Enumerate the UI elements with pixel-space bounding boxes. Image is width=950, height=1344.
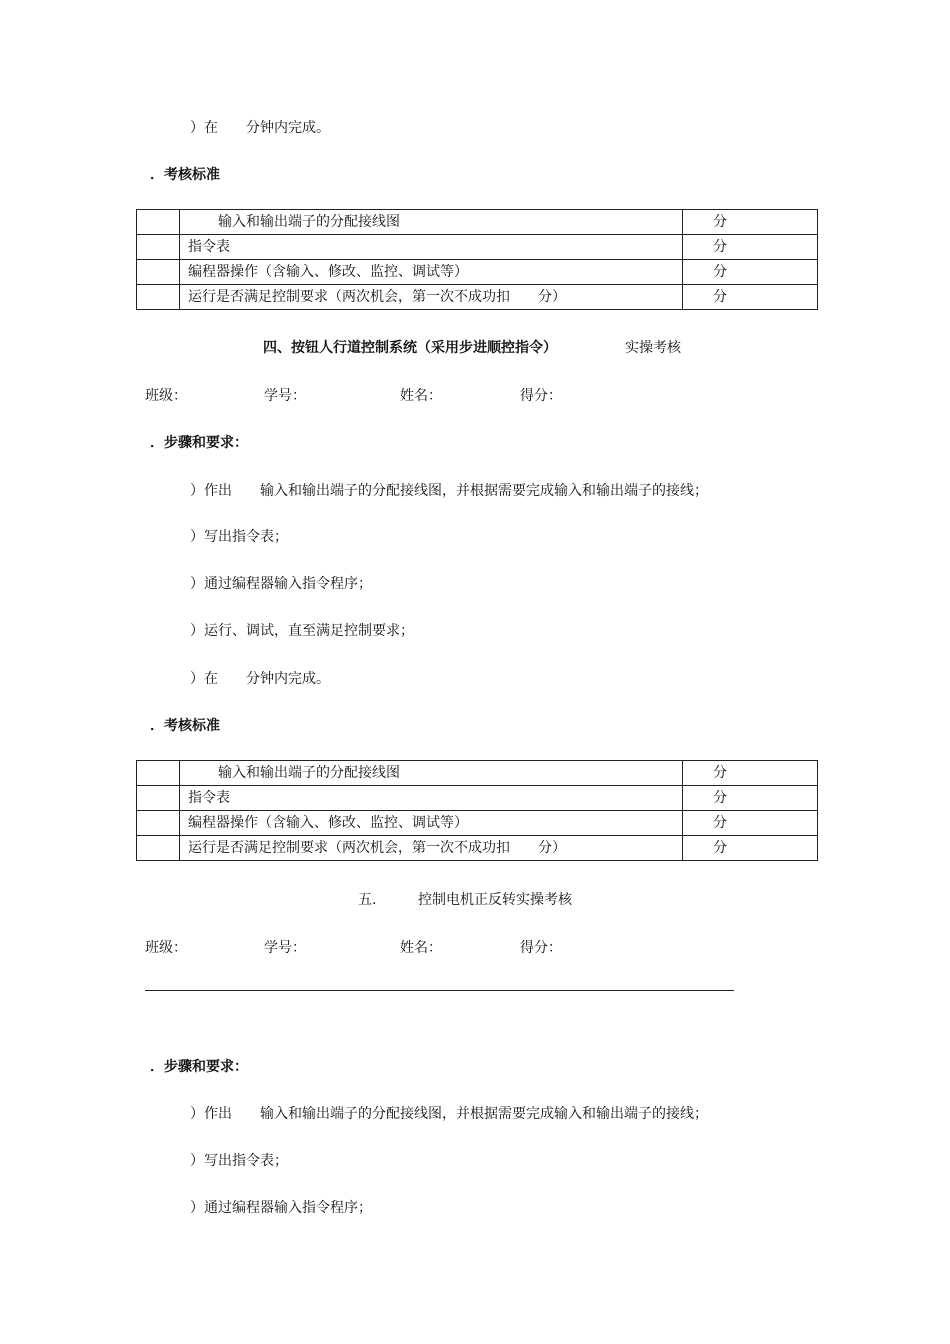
- criteria-item: 运行是否满足控制要求（两次机会，第一次不成功扣 分）: [180, 836, 683, 861]
- student-id-label: 学号：: [264, 388, 306, 404]
- section-title: 四、按钮人行道控制系统（采用步进顺控指令）: [263, 340, 557, 356]
- steps-heading: ．步骤和要求：: [150, 1059, 248, 1075]
- student-id-label: 学号：: [264, 940, 306, 956]
- step-item: ）作出 输入和输出端子的分配接线图，并根据需要完成输入和输出端子的接线；: [190, 1106, 708, 1122]
- step-item: ）作出 输入和输出端子的分配接线图，并根据需要完成输入和输出端子的接线；: [190, 483, 708, 499]
- score-label: 得分：: [520, 940, 562, 956]
- table-row: [137, 285, 818, 310]
- step-item: ）通过编程器输入指令程序；: [190, 576, 372, 592]
- criteria-score: 分: [683, 786, 818, 811]
- table-row: [137, 761, 818, 786]
- step-item: ）通过编程器输入指令程序；: [190, 1200, 372, 1216]
- name-label: 姓名：: [400, 388, 442, 404]
- table-cell-blank: [137, 836, 180, 861]
- name-label: 姓名：: [400, 940, 442, 956]
- step-item: ）在 分钟内完成。: [190, 120, 330, 136]
- criteria-item: 编程器操作（含输入、修改、监控、调试等）: [180, 260, 683, 285]
- criteria-score: 分: [683, 761, 818, 786]
- criteria-table: [136, 209, 818, 310]
- criteria-item: 输入和输出端子的分配接线图: [180, 761, 683, 786]
- class-label: 班级：: [145, 388, 187, 404]
- section-title-suffix: 实操考核: [625, 340, 681, 356]
- criteria-score: 分: [683, 285, 818, 310]
- table-row: [137, 786, 818, 811]
- table-cell-blank: [137, 235, 180, 260]
- step-item: ）在 分钟内完成。: [190, 671, 330, 687]
- step-item: ）写出指令表；: [190, 1153, 288, 1169]
- table-cell-blank: [137, 210, 180, 235]
- criteria-score: 分: [683, 836, 818, 861]
- table-cell-blank: [137, 786, 180, 811]
- section-number: 五.: [358, 892, 377, 908]
- table-cell-blank: [137, 761, 180, 786]
- criteria-score: 分: [683, 210, 818, 235]
- table-row: [137, 235, 818, 260]
- table-cell-blank: [137, 285, 180, 310]
- criteria-score: 分: [683, 260, 818, 285]
- table-row: [137, 836, 818, 861]
- criteria-score: 分: [683, 235, 818, 260]
- table-cell-blank: [137, 260, 180, 285]
- class-label: 班级：: [145, 940, 187, 956]
- table-cell-blank: [137, 811, 180, 836]
- steps-heading: ．步骤和要求：: [150, 435, 248, 451]
- criteria-heading: ．考核标准: [150, 167, 220, 183]
- table-row: [137, 811, 818, 836]
- criteria-item: 编程器操作（含输入、修改、监控、调试等）: [180, 811, 683, 836]
- criteria-heading: ．考核标准: [150, 718, 220, 734]
- criteria-table: [136, 760, 818, 861]
- score-label: 得分：: [520, 388, 562, 404]
- table-row: [137, 210, 818, 235]
- table-row: [137, 260, 818, 285]
- section-title: 控制电机正反转实操考核: [418, 892, 572, 908]
- criteria-item: 输入和输出端子的分配接线图: [180, 210, 683, 235]
- criteria-item: 指令表: [180, 786, 683, 811]
- criteria-item: 运行是否满足控制要求（两次机会，第一次不成功扣 分）: [180, 285, 683, 310]
- criteria-item: 指令表: [180, 235, 683, 260]
- divider-line: [145, 990, 734, 991]
- step-item: ）运行、调试，直至满足控制要求；: [190, 623, 414, 639]
- step-item: ）写出指令表；: [190, 529, 288, 545]
- criteria-score: 分: [683, 811, 818, 836]
